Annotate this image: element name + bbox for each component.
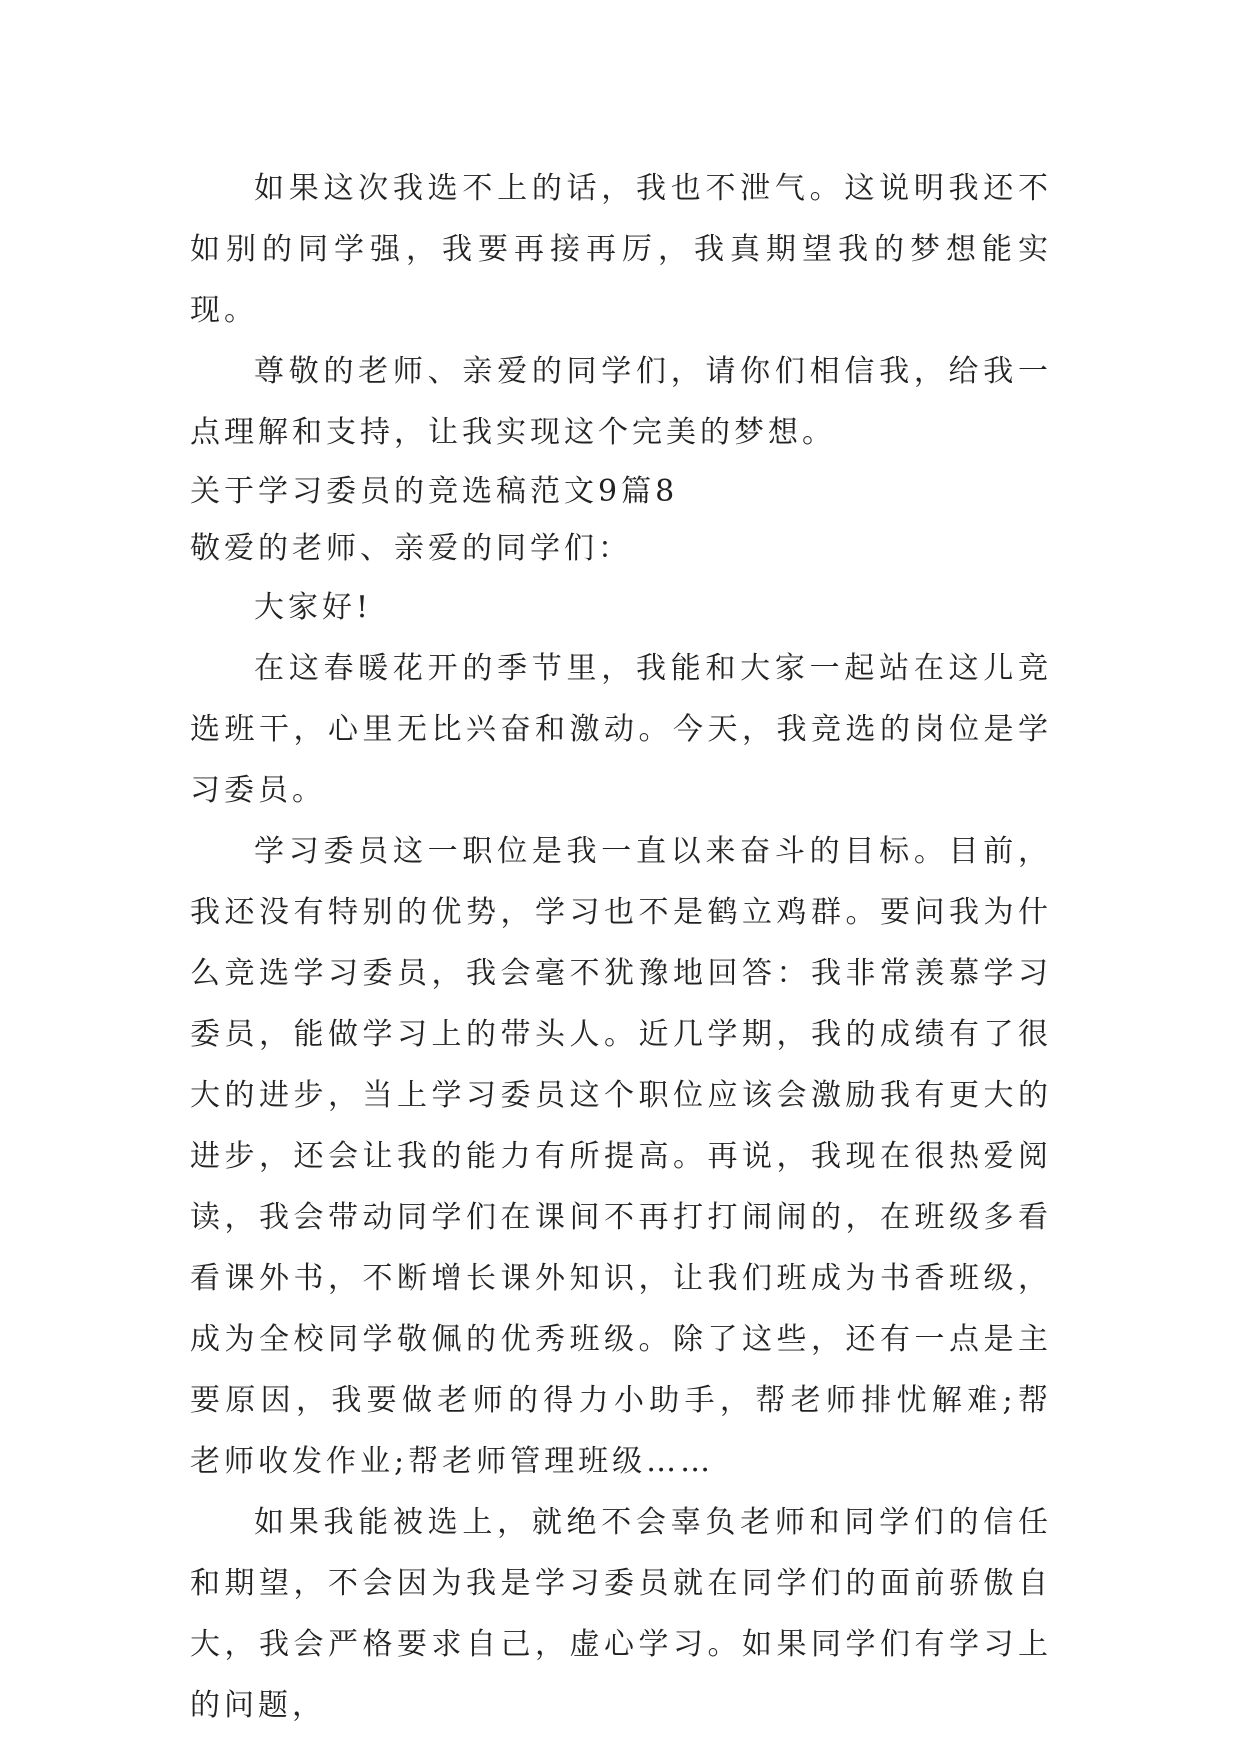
greeting: 大家好!	[254, 590, 373, 625]
paragraph-promise: 如果我能被选上，就绝不会辜负老师和同学们的信任和期望，不会因为我是学习委员就在同学们的面前骄傲自大，我会严格要求自己，虚心学习。如果同学们有学习上的问题，	[190, 1505, 1052, 1723]
paragraph-intro: 在这春暖花开的季节里，我能和大家一起站在这儿竞选班干，心里无比兴奋和激动。今天，我竞选的岗位是学习委员。	[190, 651, 1052, 808]
salutation: 敬爱的老师、亲爱的同学们：	[190, 531, 632, 566]
paragraph-2: 尊敬的老师、亲爱的同学们，请你们相信我，给我一点理解和支持，让我实现这个完美的梦想。	[190, 354, 1052, 450]
section-title: 关于学习委员的竞选稿范文9篇8	[190, 474, 679, 509]
paragraph-reasons: 学习委员这一职位是我一直以来奋斗的目标。目前，我还没有特别的优势，学习也不是鹤立鸡群。要问我为什么竞选学习委员，我会毫不犹豫地回答：我非常羡慕学习委员，能做学习上的带头人。近几学期，我的成绩有了很大的进步，当上学习委员这个职位应该会激励我有更大的进步，还会让我的能力有所提高。再说，我现在很热爱阅读，我会带动同学们在课间不再打打闹闹的，在班级多看看课外书，不断增长课外知识，让我们班成为书香班级，成为全校同学敬佩的优秀班级。除了这些，还有一点是主要原因，我要做老师的得力小助手，帮老师排忧解难;帮老师收发作业;帮老师管理班级……	[190, 834, 1052, 1479]
paragraph-1: 如果这次我选不上的话，我也不泄气。这说明我还不如别的同学强，我要再接再厉，我真期望我的梦想能实现。	[190, 171, 1052, 328]
document-page	[190, 158, 1052, 1736]
